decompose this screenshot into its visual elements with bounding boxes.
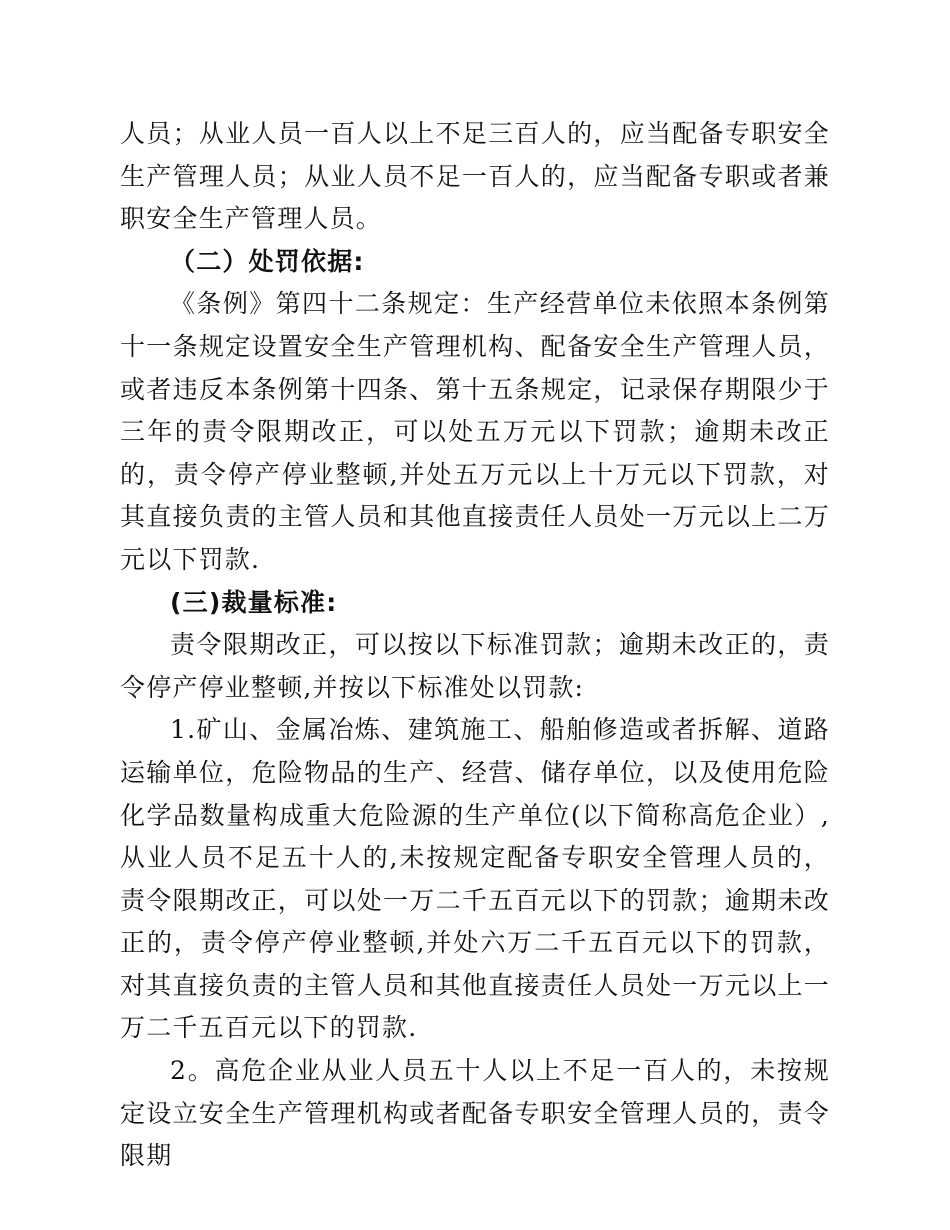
section-heading-discretion-standard: (三)裁量标准:: [170, 587, 338, 617]
paragraph-fine-standard-intro: 责令限期改正，可以按以下标准罚款；逾期未改正的，责令停产停业整顿,并按以下标准处以罚款:: [120, 630, 830, 702]
list-item-1-high-risk-under-50: 1.矿山、金属冶炼、建筑施工、船舶修造或者拆解、道路运输单位，危险物品的生产、经营、储存单位，以及使用危险化学品数量构成重大危险源的生产单位(以下简称高危企业）,从业人员不足五十人的,未按规定配备专职安全管理人员的，责令限期改正，可以处一万二千五百元以下的罚款；逾期未改正的，责令停产停业整顿,并处六万二千五百元以下的罚款，对其直接负责的主管人员和其他直接责任人员处一万元以上一万二千五百元以下的罚款.: [120, 715, 830, 1043]
section-heading-penalty-basis: （二）处罚依据:: [170, 246, 365, 276]
paragraph-staffing-requirement: 人员；从业人员一百人以上不足三百人的，应当配备专职安全生产管理人员；从业人员不足一百人的，应当配备专职或者兼职安全生产管理人员。: [120, 119, 830, 234]
paragraph-regulation-article-42: 《条例》第四十二条规定：生产经营单位未依照本条例第十一条规定设置安全生产管理机构、配备安全生产管理人员，或者违反本条例第十四条、第十五条规定，记录保存期限少于三年的责令限期改正，可以处五万元以下罚款；逾期未改正的，责令停产停业整顿,并处五万元以上十万元以下罚款，对其直接负责的主管人员和其他直接责任人员处一万元以上二万元以下罚款.: [120, 289, 830, 574]
document-body: [120, 113, 830, 1178]
list-item-2-high-risk-50-to-100: 2。高危企业从业人员五十人以上不足一百人的，未按规定设立安全生产管理机构或者配备专职安全管理人员的，责令限期: [120, 1056, 830, 1171]
